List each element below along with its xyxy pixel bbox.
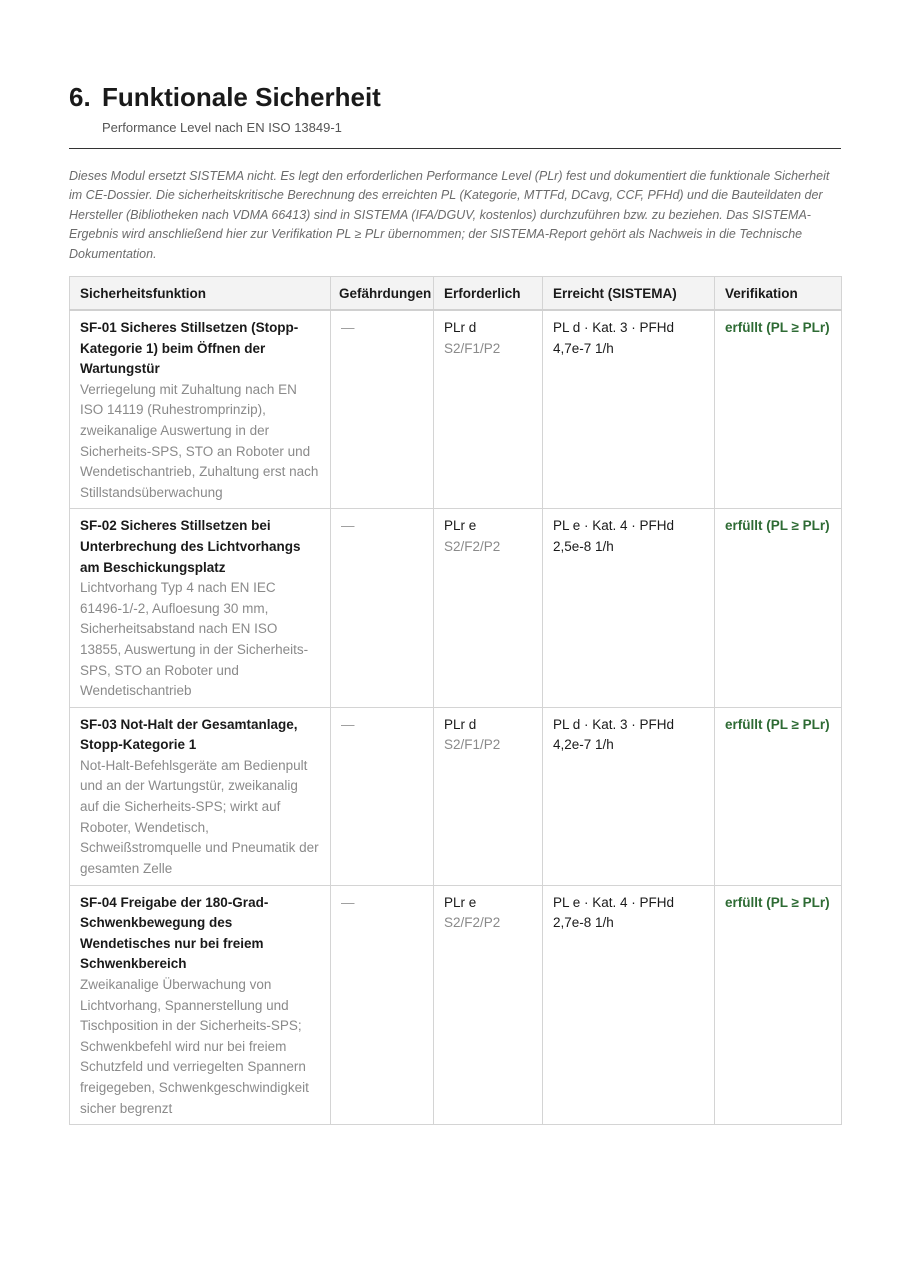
hazards-value: — (341, 320, 355, 335)
function-title: SF-04 Freigabe der 180-Grad-Schwenkbewegung des Wendetisches nur bei freiem Schwenkbereich (80, 894, 269, 972)
achieved-cell (543, 509, 715, 707)
column-header-function: Sicherheitsfunktion (70, 277, 331, 311)
hazards-value: — (341, 894, 355, 910)
verification-cell (715, 310, 842, 509)
column-header-verification: Verifikation (715, 277, 842, 311)
required-cell (434, 885, 543, 1125)
achieved-pl: PL d · Kat. 3 · PFHd 4,7e-7 1/h (553, 320, 675, 356)
risk-graph-parameters: S2/F2/P2 (444, 915, 501, 931)
table-row (70, 707, 842, 885)
function-description: Zweikanalige Überwachung von Lichtvorhang, Spannerstellung und Tischposition in der Sicherheits-SPS; Schwenkbefehl wird nur bei freiem Schutzfeld und verriegelten Spannern freigegeben, Schwenkgeschwindigkeit sicher begrenzt (80, 977, 309, 1116)
verification-status: erfüllt (PL ≥ PLr) (725, 320, 830, 335)
column-header-achieved: Erreicht (SISTEMA) (543, 277, 715, 311)
function-cell (70, 310, 331, 509)
achieved-pl: PL e · Kat. 4 · PFHd 2,5e-8 1/h (553, 518, 675, 554)
hazards-cell (331, 707, 434, 885)
safety-functions-table (69, 276, 842, 1125)
column-header-hazards: Gefährdungen (331, 277, 434, 311)
section-title: Funktionale Sicherheit (102, 82, 381, 112)
required-cell (434, 310, 543, 509)
verification-cell (715, 509, 842, 707)
function-title: SF-01 Sicheres Stillsetzen (Stopp-Kategorie 1) beim Öffnen der Wartungstür (80, 320, 299, 377)
achieved-cell (543, 885, 715, 1125)
required-pl: PLr d (444, 716, 477, 732)
intro-note: Dieses Modul ersetzt SISTEMA nicht. Es legt den erforderlichen Performance Level (PLr) fest und dokumentiert die funktionale Sicherheit im CE-Dossier. Die sicherheitskritische Berechnung des erreichten PL (Kategorie, MTTFd, DCavg, CCF, PFHd) und die Bauteildaten der Hersteller (Bibliotheken nach VDMA 66413) sind in SISTEMA (IFA/DGUV, kostenlos) durchzuführen bzw. zu beziehen. Das SISTEMA-Ergebnis wird anschließend hier zur Verifikation PL ≥ PLr übernommen; der SISTEMA-Report gehört als Nachweis in die Technische Dokumentation. (69, 169, 830, 261)
hazards-value: — (341, 716, 355, 732)
risk-graph-parameters: S2/F1/P2 (444, 340, 501, 356)
hazards-value: — (341, 518, 355, 534)
verification-cell (715, 885, 842, 1125)
verification-cell (715, 707, 842, 885)
hazards-cell (331, 310, 434, 509)
function-description: Verriegelung mit Zuhaltung nach EN ISO 14119 (Ruhestromprinzip), zweikanalige Auswertung in der Sicherheits-SPS, STO an Roboter und Wendetischantrieb, Zuhaltung erst nach Stillstandsüberwachung (80, 381, 319, 500)
risk-graph-parameters: S2/F1/P2 (444, 737, 501, 753)
required-pl: PLr e (444, 894, 477, 910)
achieved-cell (543, 310, 715, 509)
function-description: Lichtvorhang Typ 4 nach EN IEC 61496-1/-2, Aufloesung 30 mm, Sicherheitsabstand nach EN ISO 13855, Auswertung in der Sicherheits-SPS, STO an Roboter und Wendetischantrieb (80, 580, 309, 699)
verification-status: erfüllt (PL ≥ PLr) (725, 716, 830, 732)
table-row (70, 509, 842, 707)
function-cell (70, 885, 331, 1125)
table-row (70, 310, 842, 509)
risk-graph-parameters: S2/F2/P2 (444, 538, 501, 554)
table-header-row (70, 277, 842, 311)
achieved-pl: PL e · Kat. 4 · PFHd 2,7e-8 1/h (553, 894, 675, 931)
function-cell (70, 509, 331, 707)
function-description: Not-Halt-Befehlsgeräte am Bedienpult und an der Wartungstür, zweikanalig auf die Sicherheits-SPS; wirkt auf Roboter, Wendetisch, Schweißstromquelle und Pneumatik der gesamten Zelle (80, 757, 319, 876)
required-pl: PLr e (444, 518, 477, 534)
verification-status: erfüllt (PL ≥ PLr) (725, 518, 830, 534)
section-subtitle: Performance Level nach EN ISO 13849-1 (102, 120, 342, 135)
hazards-cell (331, 885, 434, 1125)
function-cell (70, 707, 331, 885)
section-heading (69, 80, 381, 114)
function-title: SF-02 Sicheres Stillsetzen bei Unterbrechung des Lichtvorhangs am Beschickungsplatz (80, 518, 301, 575)
function-title: SF-03 Not-Halt der Gesamtanlage, Stopp-Kategorie 1 (80, 716, 298, 753)
achieved-cell (543, 707, 715, 885)
required-cell (434, 707, 543, 885)
heading-divider (69, 148, 841, 149)
section-number: 6. (69, 82, 91, 112)
verification-status: erfüllt (PL ≥ PLr) (725, 894, 830, 910)
required-cell (434, 509, 543, 707)
column-header-required: Erforderlich (434, 277, 543, 311)
hazards-cell (331, 509, 434, 707)
required-pl: PLr d (444, 320, 477, 335)
table-row (70, 885, 842, 1125)
achieved-pl: PL d · Kat. 3 · PFHd 4,2e-7 1/h (553, 716, 675, 753)
